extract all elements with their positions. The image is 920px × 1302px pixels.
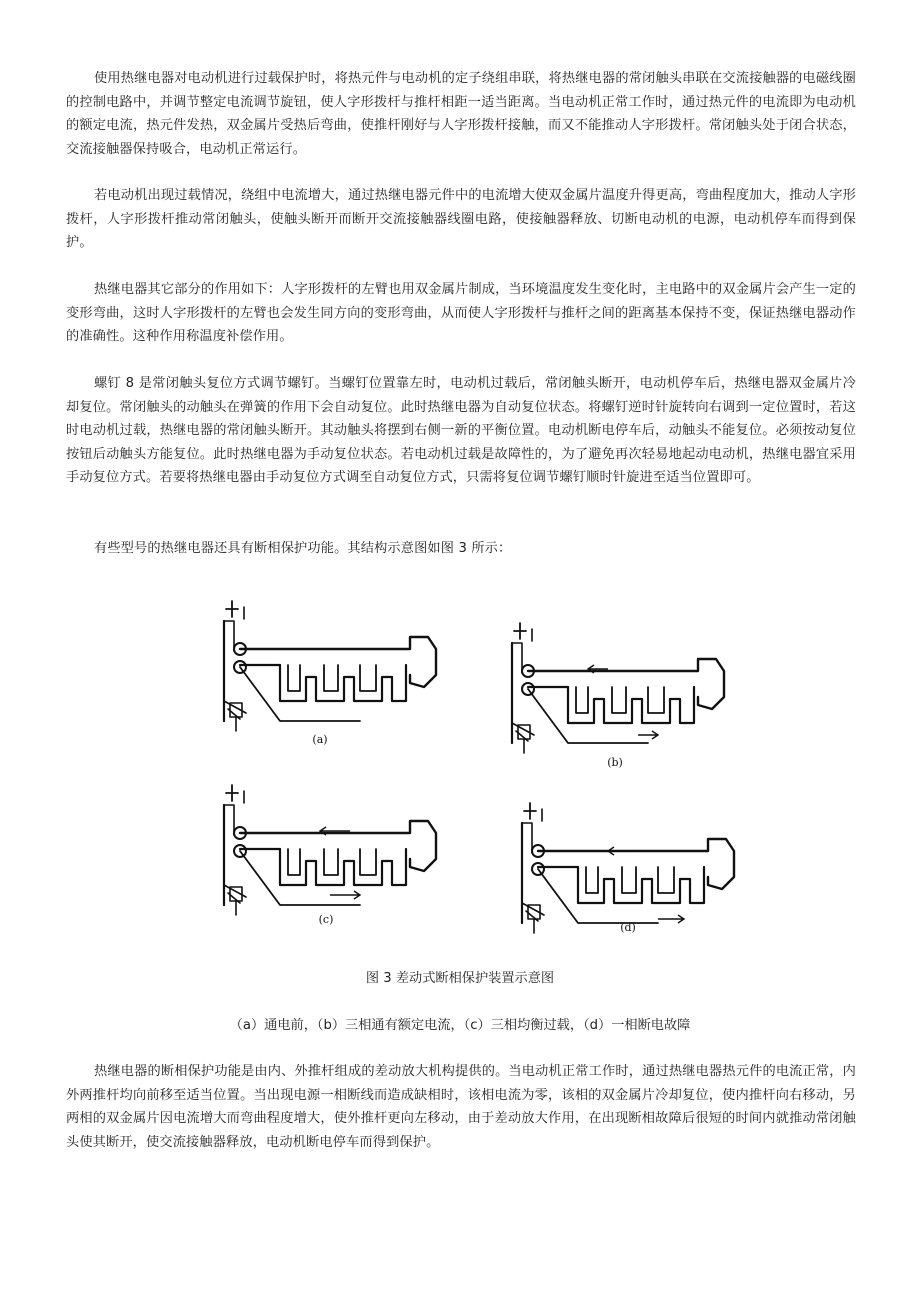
paragraph-phase-loss-mechanism: 热继电器的断相保护功能是由内、外推杆组成的差动放大机构提供的。当电动机正常工作时，通过热继电器热元件的电流正常，内外两推杆均向前移至适当位置。当出现电源一相断线而造成缺相时，该相电流为零，该相的双金属片冷却复位，使内推杆向右移动，另两相的双金属片因电流增大而弯曲程度增大，使外推杆更向左移动，由于差动放大作用，在出现断相故障后很短的时间内就推动常闭触头使其断开，使交流接触器释放，电动机断电停车而得到保护。 <box>66 1064 856 1150</box>
figure-subcaption: （a）通电前，（b）三相通有额定电流，（c）三相均衡过载，（d）一相断电故障 <box>229 1018 691 1033</box>
paragraph-overload-protection: 使用热继电器对电动机进行过载保护时，将热元件与电动机的定子绕组串联，将热继电器的常闭触头串联在交流接触器的电磁线圈的控制电路中，并调节整定电流调节旋钮，使人字形拨杆与推杆相距一适当距离。当电动机正常工作时，通过热元件的电流即为电动机的额定电流，热元件发热，双金属片受热后弯曲，使推杆刚好与人字形拨杆接触，而又不能推动人字形拨杆。常闭触头处于闭合状态，交流接触器保持吸合，电动机正常运行。 <box>66 71 856 157</box>
figure-3-diagram <box>200 583 760 943</box>
paragraph-reset-screw: 螺钉 8 是常闭触头复位方式调节螺钉。当螺钉位置靠左时，电动机过载后，常闭触头断开，电动机停车后，热继电器双金属片冷却复位。常闭触头的动触头在弹簧的作用下会自动复位。此时热继电器为自动复位状态。将螺钉逆时针旋转向右调到一定位置时，若这时电动机过载，热继电器的常闭触头断开。其动触头将摆到右侧一新的平衡位置。电动机断电停车后，动触头不能复位。必须按动复位按钮后动触头方能复位。此时热继电器为手动复位状态。若电动机过载是故障性的，为了避免再次轻易地起动电动机，热继电器宜采用手动复位方式。若要将热继电器由手动复位方式调至自动复位方式，只需将复位调节螺钉顺时针旋进至适当位置即可。 <box>66 376 856 485</box>
diagram-c <box>224 785 436 915</box>
diagram-b <box>512 623 724 753</box>
label-b: (b) <box>607 756 623 769</box>
label-a: (a) <box>312 733 328 746</box>
diagram-d <box>522 803 734 933</box>
paragraph-temperature-compensation: 热继电器其它部分的作用如下：人字形拨杆的左臂也用双金属片制成，当环境温度发生变化时，主电路中的双金属片会产生一定的变形弯曲，这时人字形拨杆的左臂也会发生同方向的变形弯曲，从而使人字形拨杆与推杆之间的距离基本保持不变，保证热继电器动作的准确性。这种作用称温度补偿作用。 <box>66 282 856 344</box>
differential-mechanism-diagram <box>200 583 760 943</box>
paragraph-overload-condition: 若电动机出现过载情况，绕组中电流增大，通过热继电器元件中的电流增大使双金属片温度升得更高，弯曲程度加大，推动人字形拨杆，人字形拨杆推动常闭触头，使触头断开而断开交流接触器线圈电路，使接触器释放、切断电动机的电源，电动机停车而得到保护。 <box>66 188 856 250</box>
paragraph-phase-loss-intro: 有些型号的热继电器还具有断相保护功能。其结构示意图如图 3 所示： <box>94 541 512 556</box>
label-c: (c) <box>318 913 334 926</box>
label-d: (d) <box>620 921 636 934</box>
figure-caption: 图 3 差动式断相保护装置示意图 <box>365 971 555 986</box>
diagram-a <box>224 601 436 731</box>
